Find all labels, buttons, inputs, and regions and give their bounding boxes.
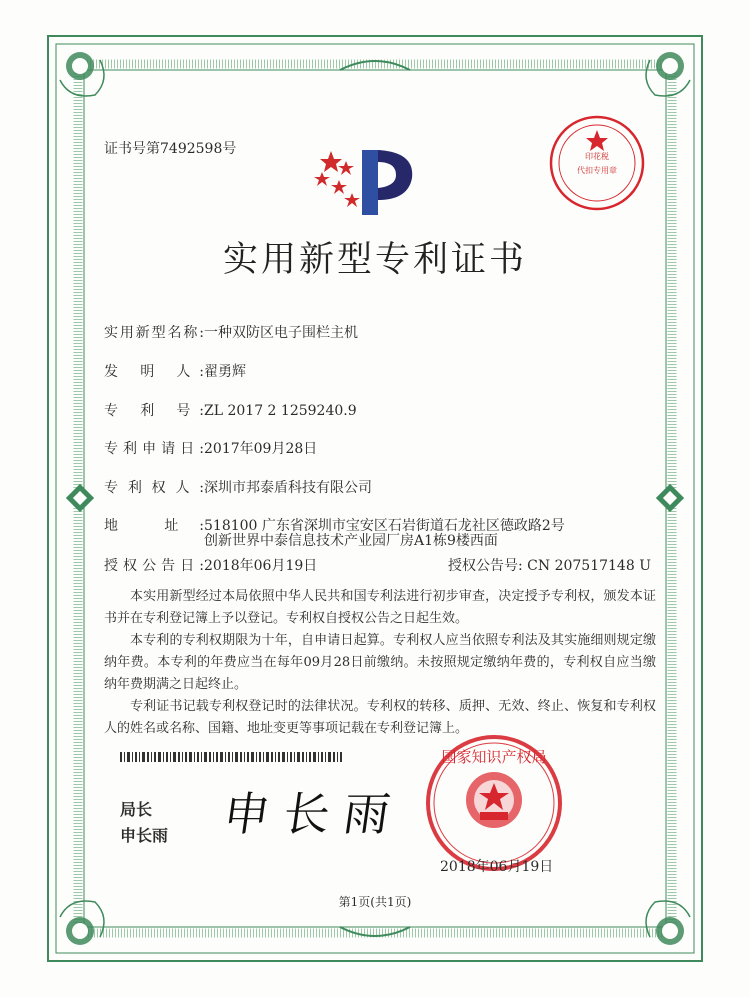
director-name: 申长雨 [120, 826, 169, 845]
field-patent-no-value: ZL 2017 2 1259240.9 [204, 403, 357, 419]
field-name [104, 322, 358, 342]
svg-text:国家知识产权局: 国家知识产权局 [441, 748, 547, 766]
field-filing-date-label: 专利申请日: [104, 441, 204, 457]
field-grant-no-value: CN 207517148 U [527, 558, 651, 574]
paragraph-3-text: 专利证书记载专利权登记时的法律状况。专利权的转移、质押、无效、终止、恢复和专利权人的姓名或名称、国籍、地址变更等事项记载在专利登记簿上。 [104, 699, 656, 736]
national-ip-seal-icon [428, 737, 560, 869]
field-grant-date-label: 授权公告日: [104, 558, 204, 574]
barcode-icon [120, 752, 342, 762]
patent-office-logo [314, 150, 412, 215]
field-inventor [104, 361, 246, 381]
paragraph-3 [104, 696, 656, 740]
field-patentee-value: 深圳市邦泰盾科技有限公司 [204, 480, 372, 496]
field-inventor-value: 翟勇辉 [204, 364, 246, 380]
field-name-label: 实用新型名称: [104, 325, 204, 341]
tax-seal-line-2: 代扣专用章 [577, 166, 617, 175]
seal-date: 2018年06月19日 [440, 859, 554, 875]
field-patentee [104, 477, 372, 497]
certificate-number: 证书号第7492598号 [104, 141, 237, 157]
field-address-value-line1: 518100 广东省深圳市宝安区石岩街道石龙社区德政路2号 [204, 518, 565, 534]
paragraph-2-text: 本专利的专利权期限为十年，自申请日起算。专利权人应当依照专利法及其实施细则规定缴纳年费。本专利的年费应当在每年09月28日前缴纳。未按照规定缴纳年费的，专利权自应当缴纳年费期满之日起终止。 [104, 633, 656, 692]
page-title: 实用新型专利证书 [222, 240, 527, 280]
field-patent-no [104, 400, 357, 420]
field-patentee-label: 专利权人: [104, 480, 204, 496]
field-grant-date-value: 2018年06月19日 [204, 558, 318, 574]
field-filing-date [104, 438, 317, 458]
tax-seal-text [567, 150, 627, 178]
field-grant-date [104, 555, 317, 575]
field-filing-date-value: 2017年09月28日 [204, 441, 318, 457]
tax-seal-line-1: 印花税 [585, 152, 609, 161]
paragraph-1 [104, 586, 656, 630]
field-grant-no-label: 授权公告号: [448, 558, 523, 574]
director-title: 局长 [120, 800, 153, 819]
field-inventor-label: 发 明 人: [104, 364, 204, 380]
field-address-label: 地 址: [104, 518, 204, 534]
paragraph-1-text: 本实用新型经过本局依照中华人民共和国专利法进行初步审查，决定授予专利权，颁发本证书并在专利登记簿上予以登记。专利权自授权公告之日起生效。 [104, 589, 656, 626]
field-grant-no [448, 555, 651, 575]
director-signature: 申长雨 [219, 787, 408, 841]
field-address-value-line2: 创新世界中泰信息技术产业园厂房A1栋9楼西面 [204, 533, 498, 549]
page-number: 第1页(共1页) [338, 895, 412, 909]
field-name-value: 一种双防区电子围栏主机 [204, 325, 358, 341]
field-patent-no-label: 专 利 号: [104, 403, 204, 419]
paragraph-2 [104, 630, 656, 696]
